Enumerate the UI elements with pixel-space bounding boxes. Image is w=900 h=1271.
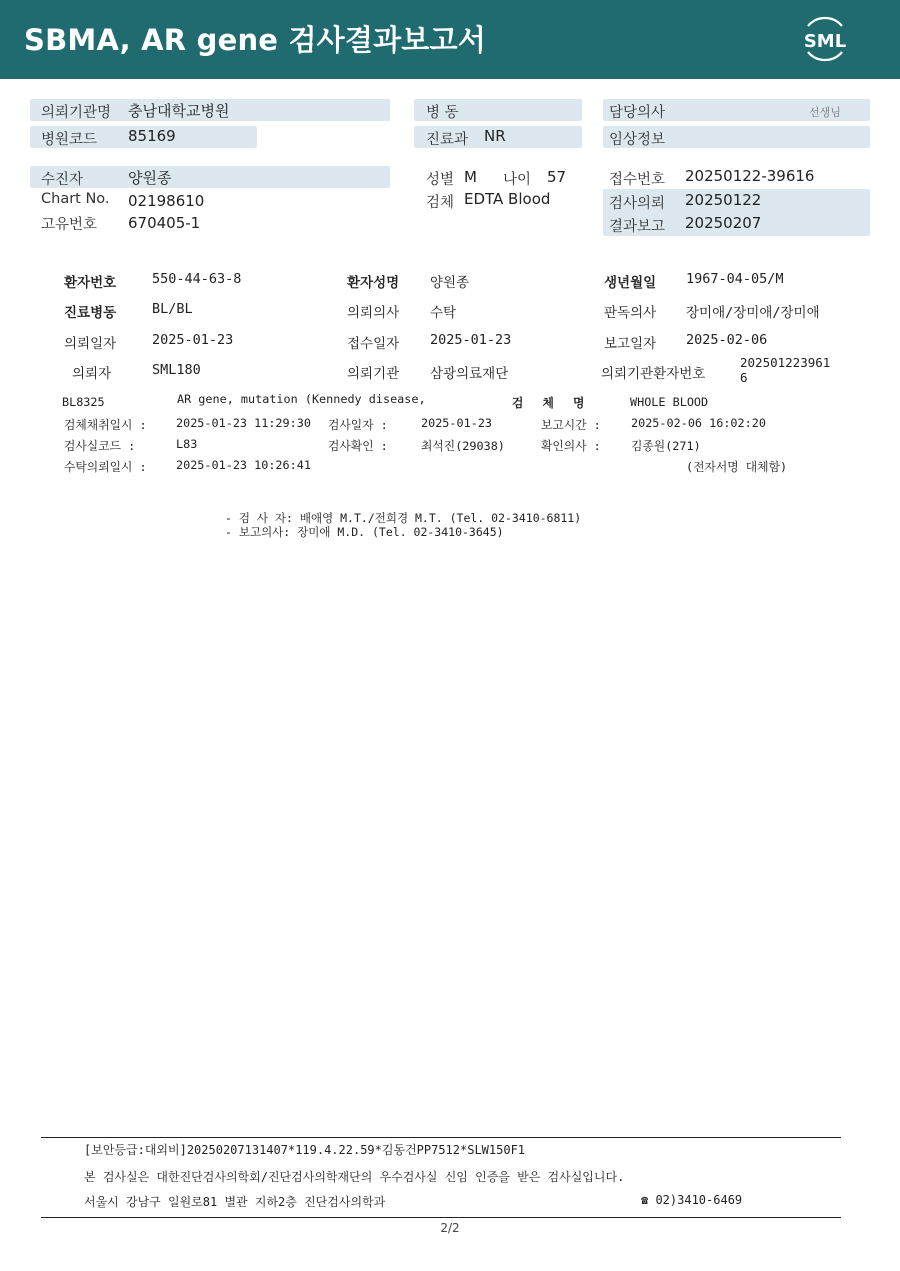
test-code: BL8325 (62, 395, 105, 409)
institution-value: 충남대학교병원 (128, 102, 230, 120)
ref-doctor-label: 의뢰의사 (347, 305, 400, 321)
sex-value: M (464, 168, 477, 186)
report-value: 20250207 (685, 214, 762, 232)
reporttime-label: 보고시간 : (541, 418, 601, 432)
doctor-label: 담당의사 (609, 105, 666, 121)
chart-label: Chart No. (41, 191, 110, 207)
ref-institution-value: 삼광의료재단 (430, 366, 509, 382)
patient-no-value: 550-44-63-8 (152, 271, 242, 287)
ref-patient-no-label: 의뢰기관환자번호 (601, 366, 706, 382)
patient-label: 수진자 (41, 172, 84, 188)
ward-detail-label: 진료병동 (64, 305, 117, 321)
sml-logo (796, 12, 854, 66)
verify-value: 최석진(29038) (421, 439, 505, 453)
ref-patient-no-value-2: 6 (740, 370, 748, 385)
request-label: 검사의뢰 (609, 196, 666, 212)
labcode-label: 검사실코드 : (64, 439, 136, 453)
specimen-name-label: 검 체 명 (512, 396, 591, 410)
page-number: 2/2 (440, 1221, 460, 1235)
request-date-value: 2025-01-23 (152, 332, 234, 348)
doctor-suffix: 선생님 (809, 106, 841, 119)
specimen-name-value: WHOLE BLOOD (630, 395, 709, 409)
dept-value: NR (484, 127, 506, 145)
specimen-label: 검체 (426, 195, 455, 211)
age-label: 나이 (503, 172, 532, 188)
consign-label: 수탁의뢰일시 : (64, 460, 147, 474)
footer-top-rule (41, 1137, 841, 1138)
report-label: 결과보고 (609, 219, 666, 235)
patient-box (30, 166, 390, 188)
requester-value: SML180 (152, 362, 201, 378)
clinical-label: 임상정보 (609, 132, 666, 148)
collect-value: 2025-01-23 11:29:30 (176, 416, 311, 430)
footer-bottom-rule (41, 1217, 841, 1218)
hospital-code-value: 85169 (128, 127, 176, 145)
consign-value: 2025-01-23 10:26:41 (176, 458, 311, 472)
ref-institution-label: 의뢰기관 (347, 366, 400, 382)
confirm-label: 확인의사 : (541, 439, 601, 453)
confirm-value: 김종원(271) (631, 439, 701, 453)
receipt-label: 접수번호 (609, 172, 666, 188)
dept-label: 진료과 (426, 132, 469, 148)
address-line: 서울시 강남구 일원로81 별관 지하2층 진단검사의학과 (84, 1195, 386, 1209)
ward-detail-value: BL/BL (152, 301, 193, 317)
birth-value: 1967-04-05/M (686, 271, 784, 287)
unique-label: 고유번호 (41, 217, 98, 233)
receipt-date-label: 접수일자 (347, 336, 400, 352)
reading-doctor-value: 장미애/장미애/장미애 (686, 305, 820, 321)
testdate-label: 검사일자 : (328, 418, 388, 432)
patient-value: 양원종 (128, 169, 172, 187)
ref-patient-no-value-1: 202501223961 (740, 355, 831, 370)
ward-label: 병 동 (426, 105, 459, 121)
receipt-value: 20250122-39616 (685, 167, 815, 185)
security-line: [보안등급:대외비]20250207131407*119.4.22.59*김동건PP7512*SLW150F1 (84, 1143, 526, 1157)
report-date-value: 2025-02-06 (686, 332, 768, 348)
chart-value: 02198610 (128, 192, 205, 210)
age-value: 57 (547, 168, 567, 186)
receipt-date-value: 2025-01-23 (430, 332, 512, 348)
logo-text: SML (803, 31, 847, 52)
hospital-code-label: 병원코드 (41, 132, 98, 148)
birth-label: 생년월일 (604, 275, 657, 291)
unique-value: 670405-1 (128, 214, 201, 232)
collect-label: 검체채취일시 : (64, 418, 147, 432)
testdate-value: 2025-01-23 (421, 416, 493, 430)
reporttime-value: 2025-02-06 16:02:20 (631, 416, 766, 430)
specimen-value: EDTA Blood (464, 190, 551, 208)
request-date-label: 의뢰일자 (64, 336, 117, 352)
reading-doctor-label: 판독의사 (604, 305, 657, 321)
phone-line: ☎ 02)3410-6469 (641, 1193, 743, 1207)
test-name: AR gene, mutation (Kennedy disease, (177, 392, 426, 406)
cert-line: 본 검사실은 대한진단검사의학회/진단검사의학재단의 우수검사실 신임 인증을 받은 검사실입니다. (84, 1170, 625, 1184)
requester-label: 의뢰자 (72, 366, 112, 382)
labcode-value: L83 (176, 437, 198, 451)
patient-name-label: 환자성명 (347, 275, 400, 291)
request-value: 20250122 (685, 191, 762, 209)
patient-name-value: 양원종 (430, 275, 470, 291)
institution-label: 의뢰기관명 (41, 105, 112, 121)
sex-label: 성별 (426, 172, 455, 188)
reporter-line: - 보고의사: 장미애 M.D. (Tel. 02-3410-3645) (225, 525, 504, 539)
verify-label: 검사확인 : (328, 439, 388, 453)
patient-no-label: 환자번호 (64, 275, 117, 291)
report-header (0, 0, 900, 79)
esign-note: (전자서명 대체함) (686, 460, 788, 474)
tester-line: - 검 사 자: 배애영 M.T./전희경 M.T. (Tel. 02-3410-6811) (225, 511, 582, 525)
report-title: SBMA, AR gene 검사결과보고서 (24, 23, 486, 57)
ref-doctor-value: 수탁 (430, 305, 457, 321)
report-date-label: 보고일자 (604, 336, 657, 352)
